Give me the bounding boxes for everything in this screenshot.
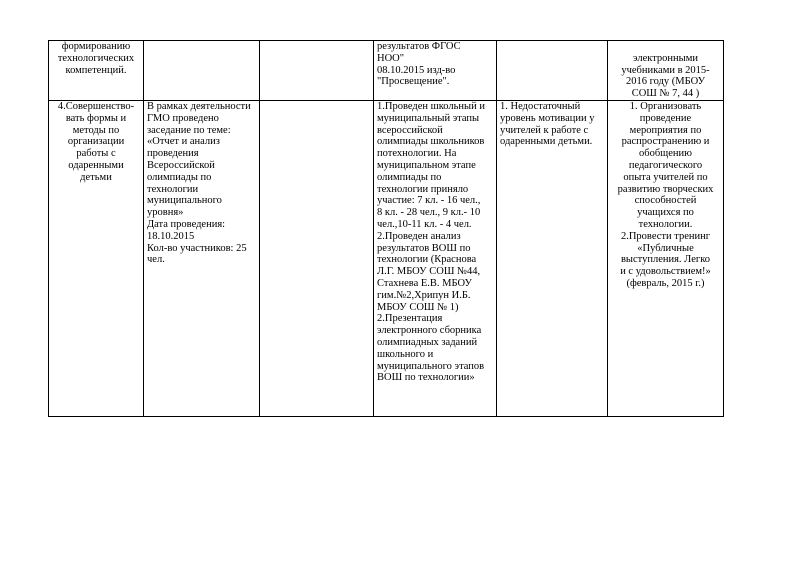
cell-text-line: 2016 году (МБОУ [625, 76, 706, 88]
cell-text-line: Всероссийской [147, 159, 215, 171]
cell-text-line: педагогического [628, 159, 703, 171]
row1-plans-cell [608, 41, 724, 101]
cell-text-line: муниципальный этапы [377, 112, 480, 124]
row2-plans-cell [608, 100, 724, 416]
cell-text-line: всероссийской [377, 124, 443, 136]
cell-text-line: организации [67, 136, 125, 148]
cell-text-line: вать формы и [65, 112, 127, 124]
cell-text-line: учащихся по [637, 207, 694, 219]
cell-text-line: СОШ № 7, 44 ) [631, 88, 700, 100]
cell-text-line: «Публичные [637, 242, 694, 254]
cell-text-line: 08.10.2015 изд-во [377, 64, 456, 76]
row2-problems-cell [497, 100, 608, 416]
cell-text-line: школьного и [377, 348, 434, 360]
cell-text-line: участие: 7 кл. - 16 чел., [377, 195, 481, 207]
cell-text-line: обобщению [638, 148, 692, 160]
cell-text-line: 1. Недостаточный [500, 100, 581, 112]
cell-text-line: детьми [80, 171, 112, 183]
row1-goal-cell [49, 41, 144, 101]
cell-text-line [611, 41, 720, 53]
cell-text-line: НОО" [377, 52, 405, 64]
cell-text-line: технологии [147, 183, 199, 195]
cell-text-line: одаренными [68, 159, 124, 171]
cell-text-line: методы по [72, 124, 120, 136]
cell-text-line: мероприятия по [629, 124, 702, 136]
cell-text-line: чел.,10-11 кл. - 4 чел. [377, 218, 472, 230]
cell-text-line: формированию [61, 41, 131, 52]
table-row [49, 100, 724, 416]
cell-text-line: 1. Организовать [629, 100, 702, 112]
row1-empty-cell [260, 41, 374, 101]
cell-text-line: работы с [76, 148, 116, 160]
cell-text-line: МБОУ СОШ № 1) [377, 301, 459, 313]
cell-text-line: результатов ВОШ по [377, 242, 471, 254]
cell-text-line: 8 кл. - 28 чел., 9 кл.- 10 [377, 207, 481, 219]
cell-text-line: способностей [634, 195, 697, 207]
cell-text-line: учебниками в 2015- [621, 64, 710, 76]
cell-text-line: "Просвещение". [377, 76, 450, 88]
cell-text-line: опыта учителей по [623, 171, 708, 183]
cell-text-line: потехнологии. На [377, 148, 457, 160]
cell-text-line: ВОШ по технологии» [377, 372, 475, 384]
cell-text-line: 1.Проведен школьный и [377, 100, 485, 112]
cell-text-line: 18.10.2015 [147, 230, 195, 242]
cell-text-line: технологии. [638, 218, 693, 230]
cell-text-line: одаренными детьми. [500, 136, 593, 148]
cell-text-line: и с удовольствием!» [620, 266, 711, 278]
cell-text-line: муниципального [147, 195, 222, 207]
cell-text-line: олимпиады по [377, 171, 442, 183]
cell-text-line: муниципальном этапе [377, 159, 476, 171]
cell-text-line: олимпиады школьников [377, 136, 485, 148]
row2-empty-cell [260, 100, 374, 416]
table-row [49, 41, 724, 101]
cell-text-line: 2.Проведен анализ [377, 230, 461, 242]
cell-text-line: В рамках деятельности [147, 100, 251, 112]
cell-text-line: Л.Г. МБОУ СОШ №44, [377, 266, 481, 278]
cell-text-line: 2.Провести тренинг [620, 230, 711, 242]
cell-text-line: учителей к работе с [500, 124, 589, 136]
cell-text-line: заседание по теме: [147, 124, 231, 136]
cell-text-line: олимпиадных заданий [377, 336, 478, 348]
cell-text-line: компетенций. [65, 64, 127, 76]
cell-text-line: «Отчет и анализ [147, 136, 220, 148]
cell-text-line: развитию творческих [617, 183, 714, 195]
cell-text-line: проведения [147, 148, 199, 160]
cell-text-line: уровень мотивации у [500, 112, 595, 124]
row1-results-cell [374, 41, 497, 101]
cell-text-line: технологии приняло [377, 183, 469, 195]
cell-text-line: электронными [633, 52, 698, 64]
cell-text-line: электронного сборника [377, 325, 482, 337]
cell-text-line: выступления. Легко [620, 254, 711, 266]
cell-text-line: олимпиады по [147, 171, 212, 183]
report-table [48, 40, 724, 417]
cell-text-line: технологии (Краснова [377, 254, 477, 266]
cell-text-line: (февраль, 2015 г.) [626, 277, 705, 289]
cell-text-line: уровня» [147, 207, 184, 219]
cell-text-line: Кол-во участников: 25 [147, 242, 247, 254]
cell-text-line: гим.№2,Хрипун И.Б. [377, 289, 471, 301]
cell-text-line: муниципального этапов [377, 360, 485, 372]
cell-text-line: 2.Презентация [377, 313, 443, 325]
cell-text-line: результатов ФГОС [377, 41, 461, 52]
cell-text-line: проведение [639, 112, 692, 124]
row2-results-cell [374, 100, 497, 416]
cell-text-line: технологических [57, 52, 135, 64]
cell-text-line: Стахнева Е.В. МБОУ [377, 277, 472, 289]
cell-text-line: Дата проведения: [147, 218, 226, 230]
row2-goal-cell [49, 100, 144, 416]
cell-text-line: распространению и [621, 136, 710, 148]
row1-problems-cell [497, 41, 608, 101]
cell-text-line: чел. [147, 254, 165, 266]
cell-text-line: ГМО проведено [147, 112, 219, 124]
cell-text-line: 4.Совершенство- [57, 100, 135, 112]
row1-activity-cell [144, 41, 260, 101]
row2-activity-cell [144, 100, 260, 416]
